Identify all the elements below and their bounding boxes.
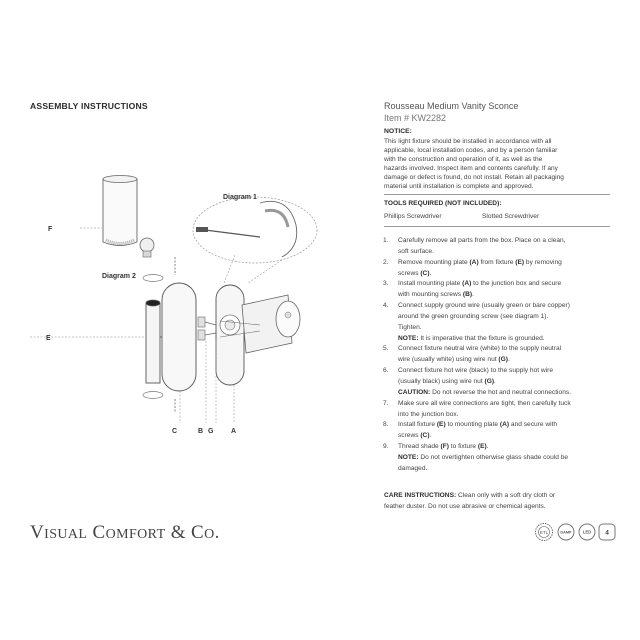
step-text: Connect fixture neutral wire (white) to the supply neutral wire (usually white) using wire nut (G). (398, 345, 562, 364)
step-item (383, 258, 615, 280)
step-number: 2. (383, 258, 389, 266)
led-icon (579, 524, 595, 540)
care-heading: CARE INSTRUCTIONS: (384, 492, 457, 499)
step-number: 5. (383, 345, 389, 353)
grounding-detail-callout (193, 197, 317, 283)
brand-logo (30, 522, 220, 544)
mounting-plate-illustration (216, 285, 244, 385)
top-ring-icon (143, 275, 163, 282)
diagram-1-label: Diagram 1 (223, 194, 257, 201)
step-text: Thread shade (F) to fixture (E). NOTE: Do not overtighten otherwise glass shade could be damaged. (398, 443, 569, 472)
step-text: Connect supply ground wire (usually green or bare copper) around the green grounding screw (see diagram 1). Tighten. NOTE: It is imperative that the fixture is grounded. (398, 302, 570, 342)
product-item-number: Item # KW2282 (384, 113, 447, 123)
page-title: ASSEMBLY INSTRUCTIONS (30, 101, 148, 111)
badge-count: 4 (605, 529, 609, 537)
part-label-f: F (48, 226, 53, 233)
step-item (383, 236, 615, 258)
badge-damp: DAMP (560, 530, 572, 535)
step-item (383, 442, 615, 475)
diagram-2-label: Diagram 2 (102, 273, 136, 280)
step-item (383, 279, 615, 301)
notice-heading: NOTICE: (384, 128, 412, 135)
part-label-c: C (172, 428, 178, 435)
step-item (383, 420, 615, 442)
step-item (383, 366, 615, 399)
wire-nut-illustration (198, 317, 216, 340)
step-item (383, 399, 615, 421)
step-text: Make sure all wire connections are tight, then carefully tuck into the junction box. (398, 399, 571, 418)
svg-text:ETL: ETL (539, 530, 549, 535)
assembly-diagram (20, 165, 340, 445)
part-label-b: B (198, 428, 204, 435)
glass-shade-illustration (80, 176, 137, 246)
care-instructions (384, 490, 610, 512)
care-text: feather duster. Do not use abrasive or chemical agents. (384, 503, 546, 510)
notice-line: hazards involved. Inspect item and contents carefully. If any (384, 164, 558, 172)
step-number: 6. (383, 367, 389, 375)
step-text: Connect fixture hot wire (black) to the supply hot wire (usually black) using wire nut (G). CAUTION: Do not reverse the hot and neutral connections. (398, 367, 571, 396)
tool-item-phillips: Phillips Screwdriver (384, 213, 442, 220)
brand-name: VISUAL COMFORT & CO. (30, 522, 220, 543)
tool-item-slotted: Slotted Screwdriver (482, 213, 540, 220)
divider (384, 194, 610, 195)
notice-line: applicable, local installation codes, and by a person familiar (384, 146, 558, 154)
socket-illustration (140, 238, 154, 257)
etl-listed-icon (536, 524, 553, 541)
step-text: Remove mounting plate (A) from fixture (E) by removing screws (C). (398, 258, 562, 277)
step-text: Carefully remove all parts from the box. Place on a clean, soft surface. (398, 237, 566, 255)
step-number: 9. (383, 443, 389, 451)
step-text: Install mounting plate (A) to the junction box and secure with mounting screws (B). (398, 280, 562, 299)
step-item (383, 344, 615, 366)
notice-line: This light fixture should be installed in accordance with all (384, 138, 552, 145)
divider (384, 226, 610, 227)
part-label-a: A (231, 428, 237, 435)
part-label-e: E (46, 335, 51, 342)
step-item (383, 301, 615, 344)
notice-line: with the construction and operation of it, as well as the (384, 155, 543, 163)
notice-line: material until installation is complete and approved. (384, 182, 534, 190)
step-number: 4. (383, 302, 389, 310)
care-text: Clean only with a soft dry cloth or (456, 492, 556, 499)
notice-line: damage or defect is found, do not install. Retain all packaging (384, 173, 564, 181)
bulb-count-icon (599, 524, 615, 540)
step-number: 8. (383, 421, 389, 429)
step-number: 7. (383, 399, 389, 407)
backplate-illustration (162, 283, 196, 391)
damp-rated-icon (558, 524, 574, 540)
notice-body (384, 138, 612, 191)
step-number: 3. (383, 280, 389, 288)
finial-ring-icon (143, 392, 163, 399)
part-label-g: G (208, 428, 214, 435)
product-name: Rousseau Medium Vanity Sconce (384, 101, 519, 111)
certification-badges (534, 522, 618, 544)
tools-heading: TOOLS REQUIRED (NOT INCLUDED): (384, 200, 502, 207)
step-number: 1. (383, 237, 389, 244)
badge-led: LED (582, 529, 592, 535)
instruction-steps (383, 236, 615, 475)
step-text: Install fixture (E) to mounting plate (A) and secure with screws (C). (398, 421, 558, 440)
